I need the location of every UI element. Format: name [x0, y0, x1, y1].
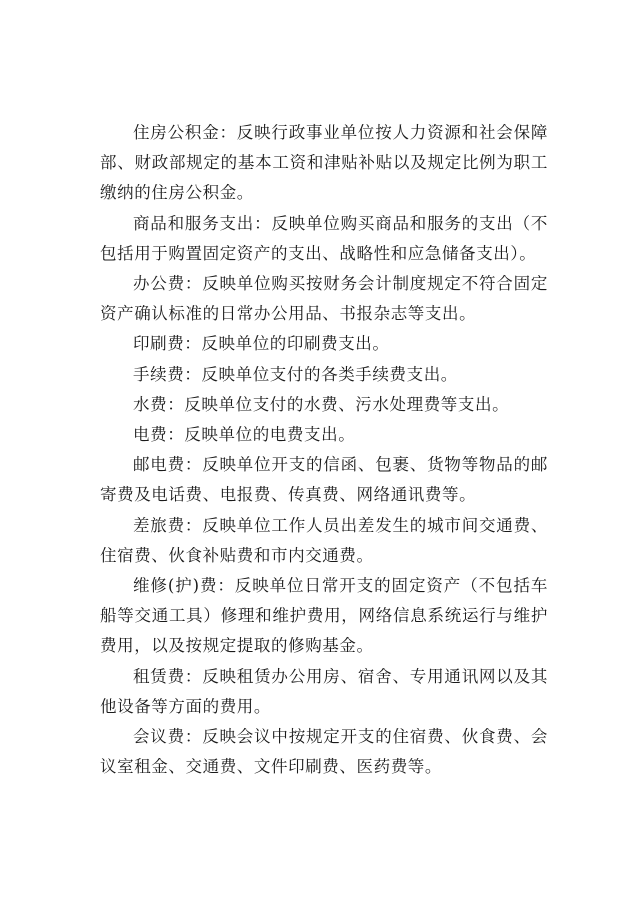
paragraph-meeting: 会议费：反映会议中按规定开支的住宿费、伙食费、会议室租金、交通费、文件印刷费、医药费等。	[100, 727, 548, 777]
paragraph-electricity: 电费：反映单位的电费支出。	[133, 425, 356, 445]
paragraph-travel: 差旅费：反映单位工作人员出差发生的城市间交通费、住宿费、伙食补贴费和市内交通费。	[100, 515, 548, 565]
paragraph-postal-telecom: 邮电费：反映单位开支的信函、包裹、货物等物品的邮寄费及电话费、电报费、传真费、网络通讯费等。	[100, 455, 548, 505]
paragraph-housing-fund: 住房公积金：反映行政事业单位按人力资源和社会保障部、财政部规定的基本工资和津贴补贴以及规定比例为职工缴纳的住房公积金。	[100, 123, 548, 203]
paragraph-goods-services: 商品和服务支出：反映单位购买商品和服务的支出（不包括用于购置固定资产的支出、战略性和应急储备支出）。	[100, 213, 548, 263]
paragraph-handling-fees: 手续费：反映单位支付的各类手续费支出。	[133, 364, 458, 384]
paragraph-water: 水费：反映单位支付的水费、污水处理费等支出。	[133, 394, 510, 414]
paragraph-rental: 租赁费：反映租赁办公用房、宿舍、专用通讯网以及其他设备等方面的费用。	[100, 666, 548, 716]
document-body	[100, 118, 548, 782]
paragraph-maintenance: 维修(护)费：反映单位日常开支的固定资产（不包括车船等交通工具）修理和维护费用，网络信息系统运行与维护费用，以及按规定提取的修购基金。	[100, 576, 548, 656]
paragraph-printing: 印刷费：反映单位的印刷费支出。	[133, 334, 390, 354]
paragraph-office-expenses: 办公费：反映单位购买按财务会计制度规定不符合固定资产确认标准的日常办公用品、书报杂志等支出。	[100, 274, 548, 324]
